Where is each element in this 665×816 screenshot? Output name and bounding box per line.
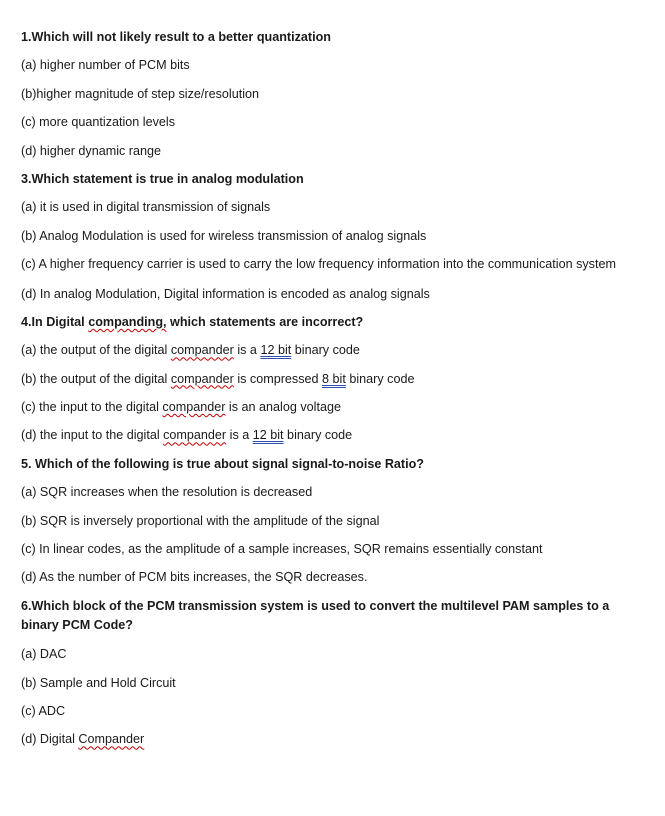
option-text: (b) the output of the digital	[21, 371, 171, 386]
option-text: (d) the input to the digital	[21, 428, 164, 443]
option-text: is a	[226, 428, 253, 443]
option-text: (c) the input to the digital	[21, 400, 163, 415]
question-3-option-b: (b) Analog Modulation is used for wireless transmission of analog signals	[21, 228, 427, 243]
question-1-option-d: (d) higher dynamic range	[21, 143, 162, 158]
spelling-flagged-word: compander	[163, 428, 227, 443]
grammar-flagged-phrase: 12 bit	[252, 428, 284, 443]
question-4-option-b	[21, 370, 621, 388]
question-3-option-d: (d) In analog Modulation, Digital information is encoded as analog signals	[21, 286, 430, 301]
question-4-option-a	[21, 341, 621, 359]
option-text: binary code	[345, 371, 415, 386]
question-1: 1.Which will not likely result to a better quantization	[21, 30, 331, 44]
question-5-option-a: (a) SQR increases when the resolution is decreased	[21, 485, 313, 500]
question-3-option-a: (a) it is used in digital transmission of signals	[21, 200, 271, 215]
question-4-text-end: which statements are incorrect?	[166, 314, 364, 329]
question-5: 5. Which of the following is true about signal signal-to-noise Ratio?	[21, 456, 424, 471]
spelling-flagged-word: companding,	[88, 314, 167, 329]
option-text: (a) the output of the digital	[21, 343, 171, 358]
question-6: 6.Which block of the PCM transmission system is used to convert the multilevel PAM samples to a binary PCM Code?	[21, 598, 610, 632]
question-4-option-d	[21, 426, 621, 444]
question-6-option-d	[21, 730, 621, 748]
question-3-option-c: (c) A higher frequency carrier is used to carry the low frequency information into the communication system	[21, 257, 616, 272]
spelling-flagged-word: compander	[162, 400, 226, 415]
option-text: is a	[233, 343, 261, 358]
option-text: binary code	[283, 428, 353, 443]
question-4-option-c	[21, 398, 621, 416]
question-1-option-b: (b)higher magnitude of step size/resolution	[21, 86, 260, 101]
spelling-flagged-word: compander	[170, 371, 234, 386]
grammar-flagged-phrase: 12 bit	[260, 343, 292, 358]
question-4	[21, 313, 621, 331]
grammar-flagged-phrase: 8 bit	[322, 371, 346, 386]
question-6-option-b: (b) Sample and Hold Circuit	[21, 675, 176, 690]
question-5-option-d: (d) As the number of PCM bits increases, the SQR decreases.	[21, 570, 368, 585]
document-body	[21, 28, 621, 759]
question-4-text-start: 4.In Digital	[21, 314, 89, 329]
spelling-flagged-word: compander	[170, 343, 234, 358]
option-text: (d) Digital	[21, 732, 79, 747]
option-text: is compressed	[233, 371, 323, 386]
question-5-option-c: (c) In linear codes, as the amplitude of a sample increases, SQR remains essentially constant	[21, 542, 543, 557]
question-1-option-c: (c) more quantization levels	[21, 115, 175, 130]
question-6-option-c: (c) ADC	[21, 703, 66, 718]
question-1-option-a: (a) higher number of PCM bits	[21, 58, 190, 73]
option-text: is an analog voltage	[225, 400, 341, 415]
question-6-option-a: (a) DAC	[21, 647, 67, 662]
question-3: 3.Which statement is true in analog modulation	[21, 171, 304, 186]
spelling-flagged-word: Compander	[78, 732, 145, 747]
option-text: binary code	[291, 343, 360, 358]
question-5-option-b: (b) SQR is inversely proportional with the amplitude of the signal	[21, 513, 380, 528]
